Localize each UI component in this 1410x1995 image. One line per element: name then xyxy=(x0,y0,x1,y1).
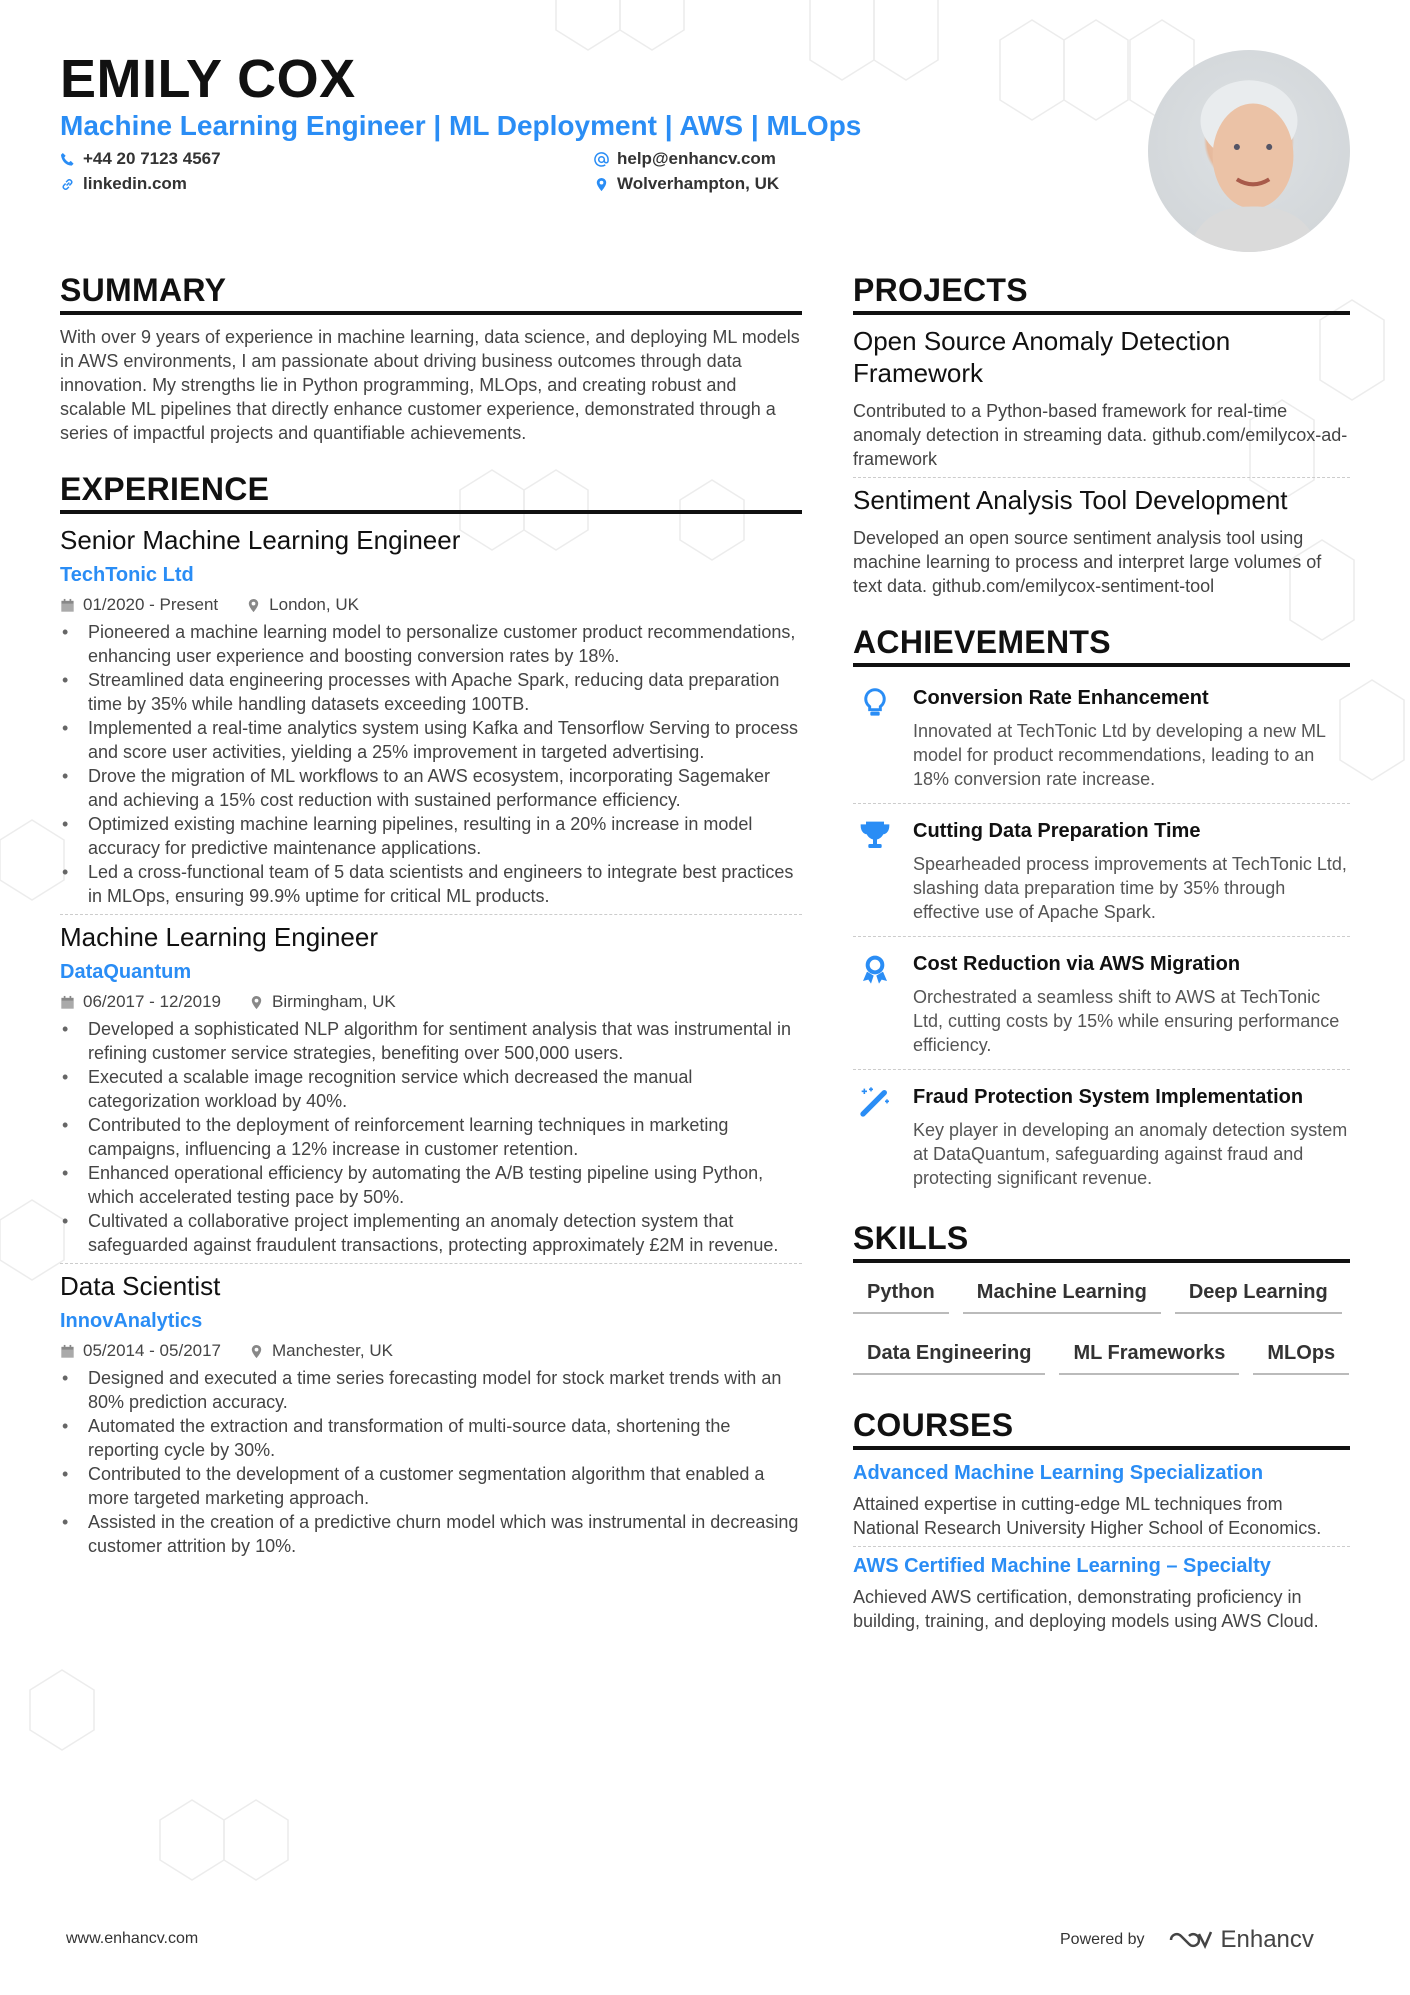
job-location xyxy=(246,594,359,616)
divider xyxy=(60,1263,802,1264)
job-bullets xyxy=(60,620,802,908)
bullet-item: • Executed a scalable image recognition service which decreased the manual categorization workload by 40%. xyxy=(60,1065,802,1113)
phone-icon xyxy=(60,152,75,167)
enhancv-brand-text: Enhancv xyxy=(1220,1926,1314,1953)
link-icon xyxy=(60,177,75,192)
experience-entry xyxy=(60,524,802,908)
achievement-title: Fraud Protection System Implementation xyxy=(913,1086,1304,1108)
skill-tag: Deep Learning xyxy=(1175,1273,1342,1314)
achievements-heading: ACHIEVEMENTS xyxy=(853,624,1350,667)
bullet-item: • Pioneered a machine learning model to personalize customer product recommendations, enhancing user experience and boosting conversion rates by 18%. xyxy=(60,620,802,668)
dates-text: 01/2020 - Present xyxy=(83,595,219,614)
bullet-item: • Contributed to the deployment of reinforcement learning techniques in marketing campaigns, influencing a 12% increase in customer retention. xyxy=(60,1113,802,1161)
company-name: TechTonic Ltd xyxy=(60,564,194,586)
profile-photo xyxy=(1148,50,1350,252)
powered-by-label: Powered by xyxy=(1060,1931,1145,1948)
project-description: Developed an open source sentiment analysis tool using machine learning to process and interpret large volumes of text data. github.com/emilycox-sentiment-tool xyxy=(853,528,1322,596)
achievement-item xyxy=(853,677,1350,797)
award-ribbon-icon xyxy=(859,953,891,985)
location-pin-icon xyxy=(594,177,609,192)
company-name: DataQuantum xyxy=(60,961,192,983)
summary-heading: SUMMARY xyxy=(60,272,802,315)
location-pin-icon xyxy=(249,995,264,1010)
experience-heading: EXPERIENCE xyxy=(60,471,802,514)
left-column xyxy=(60,272,802,1558)
job-title: Machine Learning Engineer xyxy=(60,922,378,952)
location-text: London, UK xyxy=(269,595,359,614)
calendar-icon xyxy=(60,598,75,613)
achievement-title: Cutting Data Preparation Time xyxy=(913,820,1201,842)
location-text: Manchester, UK xyxy=(272,1341,393,1360)
divider xyxy=(853,803,1350,804)
bullet-item: • Contributed to the development of a customer segmentation algorithm that enabled a more targeted marketing approach. xyxy=(60,1462,802,1510)
courses-section xyxy=(853,1407,1350,1633)
achievement-description: Orchestrated a seamless shift to AWS at TechTonic Ltd, cutting costs by 15% while ensuring performance efficiency. xyxy=(913,987,1340,1055)
right-column xyxy=(853,272,1350,1633)
company-name: InnovAnalytics xyxy=(60,1310,203,1332)
experience-entry xyxy=(60,921,802,1257)
course-title[interactable]: AWS Certified Machine Learning – Specialty xyxy=(853,1555,1271,1577)
candidate-name: EMILY COX xyxy=(60,49,356,109)
lightbulb-icon xyxy=(859,687,891,719)
job-bullets xyxy=(60,1366,802,1558)
enhancv-logo[interactable] xyxy=(1167,1926,1314,1954)
achievement-item xyxy=(853,1076,1350,1196)
job-location xyxy=(249,1340,393,1362)
footer-website[interactable]: www.enhancv.com xyxy=(66,1930,199,1947)
projects-heading: PROJECTS xyxy=(853,272,1350,315)
bullet-item: • Implemented a real-time analytics system using Kafka and Tensorflow Serving to process and score user activities, yielding a 25% improvement in targeted advertising. xyxy=(60,716,802,764)
project-title: Open Source Anomaly Detection Framework xyxy=(853,326,1231,388)
projects-section xyxy=(853,272,1350,598)
skill-tag: Machine Learning xyxy=(963,1273,1161,1314)
achievement-item xyxy=(853,810,1350,930)
experience-entry xyxy=(60,1270,802,1558)
job-dates xyxy=(60,1340,221,1362)
bullet-item: • Designed and executed a time series forecasting model for stock market trends with an 80% prediction accuracy. xyxy=(60,1366,802,1414)
magic-wand-icon xyxy=(859,1086,891,1118)
enhancv-logo-icon xyxy=(1167,1928,1213,1952)
achievement-description: Key player in developing an anomaly detection system at DataQuantum, safeguarding against fraud and protecting significant revenue. xyxy=(913,1120,1348,1188)
job-title: Data Scientist xyxy=(60,1271,221,1301)
skill-tag: Python xyxy=(853,1273,949,1314)
skill-tag: MLOps xyxy=(1253,1334,1349,1375)
bullet-item: • Enhanced operational efficiency by automating the A/B testing pipeline using Python, which accelerated testing pace by 50%. xyxy=(60,1161,802,1209)
skills-heading: SKILLS xyxy=(853,1220,1350,1263)
job-dates xyxy=(60,991,221,1013)
achievement-description: Innovated at TechTonic Ltd by developing a new ML model for product recommendations, leading to an 18% conversion rate increase. xyxy=(913,721,1326,789)
contact-phone xyxy=(60,149,221,169)
bullet-item: • Automated the extraction and transformation of multi-source data, shortening the reporting cycle by 30%. xyxy=(60,1414,802,1462)
achievement-title: Cost Reduction via AWS Migration xyxy=(913,953,1241,975)
courses-heading: COURSES xyxy=(853,1407,1350,1450)
calendar-icon xyxy=(60,995,75,1010)
project-title: Sentiment Analysis Tool Development xyxy=(853,485,1288,515)
candidate-headline: Machine Learning Engineer | ML Deployment | AWS | MLOps xyxy=(60,110,862,141)
achievements-section xyxy=(853,624,1350,1196)
contact-linkedin[interactable] xyxy=(60,174,187,194)
summary-section xyxy=(60,272,802,445)
divider xyxy=(853,477,1350,478)
experience-section xyxy=(60,471,802,1558)
at-icon xyxy=(594,152,609,167)
location-text: Wolverhampton, UK xyxy=(617,174,780,193)
job-bullets xyxy=(60,1017,802,1257)
job-dates xyxy=(60,594,218,616)
course-title[interactable]: Advanced Machine Learning Specialization xyxy=(853,1462,1264,1484)
linkedin-link[interactable]: linkedin.com xyxy=(83,174,187,193)
achievement-title: Conversion Rate Enhancement xyxy=(913,687,1209,709)
job-title: Senior Machine Learning Engineer xyxy=(60,525,461,555)
divider xyxy=(853,1546,1350,1547)
job-location xyxy=(249,991,396,1013)
bullet-item: • Developed a sophisticated NLP algorithm for sentiment analysis that was instrumental in refining customer service strategies, benefiting over 500,000 users. xyxy=(60,1017,802,1065)
divider xyxy=(60,914,802,915)
bullet-item: • Optimized existing machine learning pipelines, resulting in a 20% increase in model accuracy for predictive maintenance applications. xyxy=(60,812,802,860)
project-item xyxy=(853,325,1350,471)
course-description: Attained expertise in cutting-edge ML techniques from National Research University Higher School of Economics. xyxy=(853,1494,1322,1538)
achievement-description: Spearheaded process improvements at TechTonic Ltd, slashing data preparation time by 35% through effective use of Apache Spark. xyxy=(913,854,1347,922)
location-text: Birmingham, UK xyxy=(272,992,396,1011)
skills-section xyxy=(853,1220,1350,1395)
bullet-item: • Drove the migration of ML workflows to an AWS ecosystem, incorporating Sagemaker and achieving a 15% cost reduction with sustained performance efficiency. xyxy=(60,764,802,812)
divider xyxy=(853,1069,1350,1070)
bullet-item: • Led a cross-functional team of 5 data scientists and engineers to integrate best practices in MLOps, ensuring 99.9% uptime for critical ML products. xyxy=(60,860,802,908)
bullet-item: • Assisted in the creation of a predictive churn model which was instrumental in decreasing customer attrition by 10%. xyxy=(60,1510,802,1558)
location-pin-icon xyxy=(246,598,261,613)
dates-text: 05/2014 - 05/2017 xyxy=(83,1341,222,1360)
calendar-icon xyxy=(60,1344,75,1359)
contact-location xyxy=(594,174,779,194)
email-link[interactable]: help@enhancv.com xyxy=(617,149,776,168)
contact-email[interactable] xyxy=(594,149,776,169)
divider xyxy=(853,936,1350,937)
footer-branding xyxy=(1060,1926,1314,1954)
bullet-item: • Cultivated a collaborative project implementing an anomaly detection system that safeguarded against fraudulent transactions, protecting approximately £2M in revenue. xyxy=(60,1209,802,1257)
bullet-item: • Streamlined data engineering processes with Apache Spark, reducing data preparation time by 35% while handling datasets exceeding 100TB. xyxy=(60,668,802,716)
skill-tag: ML Frameworks xyxy=(1059,1334,1239,1375)
achievement-item xyxy=(853,943,1350,1063)
trophy-icon xyxy=(859,820,891,852)
dates-text: 06/2017 - 12/2019 xyxy=(83,992,222,1011)
course-description: Achieved AWS certification, demonstrating proficiency in building, training, and deploying models using AWS Cloud. xyxy=(853,1587,1319,1631)
project-description: Contributed to a Python-based framework for real-time anomaly detection in streaming data. github.com/emilycox-ad-framework xyxy=(853,401,1348,469)
skill-tag: Data Engineering xyxy=(853,1334,1045,1375)
location-pin-icon xyxy=(249,1344,264,1359)
phone-text: +44 20 7123 4567 xyxy=(83,149,221,168)
summary-text: With over 9 years of experience in machine learning, data science, and deploying ML models in AWS environments, I am passionate about driving business outcomes through data innovation. My strengths lie in Python programming, MLOps, and creating robust and scalable ML pipelines that directly enhance customer experience, demonstrated through a series of impactful projects and quantifiable achievements. xyxy=(60,327,800,443)
project-item xyxy=(853,484,1350,598)
